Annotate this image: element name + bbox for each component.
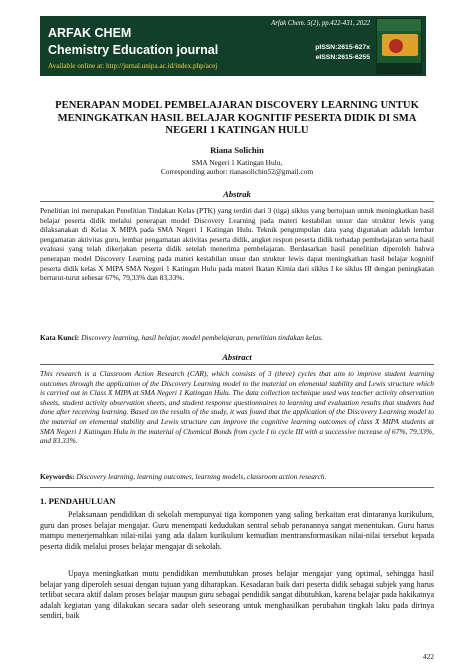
- section-heading-pendahuluan: 1. PENDAHULUAN: [40, 496, 116, 506]
- journal-full-name: Chemistry Education journal: [48, 43, 219, 57]
- author-affiliation: SMA Negeri 1 Katingan Hulu,: [191, 158, 283, 167]
- keywords-bottom-rule: [40, 487, 434, 488]
- citation-line: Arfak Chem. 5(2), pp.422-431, 2022: [271, 20, 370, 27]
- journal-name: ARFAK CHEM: [48, 26, 132, 40]
- eissn: eISSN:2615-6255: [315, 54, 370, 61]
- corresponding-author: Corresponding author: rianasolichin52@gmail.com: [160, 167, 314, 176]
- abstract-heading: Abstract: [222, 352, 252, 362]
- kata-kunci-line: Kata Kunci: Discovery learning, hasil belajar, model pembelajaran, penelitian tindakan kelas.: [40, 333, 323, 342]
- body-paragraph-2: Upaya meningkatkan mutu pendidikan membutuhkan proses belajar mengajar yang optimal, sehingga hasil belajar yang diperoleh sesuai dengan tujuan yang diharapkan. Kesadaran baik dari peserta didik sebagai subjek yang harus terlibat secara aktif dalam proses belajar maupun guru sebagai pendidik sangat dibutuhkan, karena belajar pada hakikatnya adalah kegiatan yang dilakukan secara sadar oleh seseorang untuk menghasilkan perubahan tingkah laku pada dirinya sendiri, baik: [40, 569, 434, 621]
- abstrak-text: Penelitian ini merupakan Penelitian Tindakan Kelas (PTK) yang terdiri dari 3 (tiga) siklus yang bertujuan untuk meningkatkan hasil belajar peserta didik melalui penerapan model Discovery Learning pada materi kestabilan unsur dan struktur lewis yang dilaksanakan di Kelas X MIPA pada SMA Negeri 1 Katingan Hulu. Teknik pengumpulan data yang digunakan adalah lembar pengamatan aktivitas guru, lembar pengamatan aktivitas peserta didik, angket respon peserta didik terhadap pembelajaran serta hasil evaluasi yang telah dikerjakan peserta didik setelah menerima pembelajaran. Berdasarkan hasil penelitian diperoleh bahwa penerapan model Discovery Learning pada materi kestabilan unsur dan struktur lewis dapat meningkatkan hasil belajar kognitif peserta didik kelas X MIPA SMA Negeri 1 Katingan Hulu pada materi Ikatan Kimia dari siklus I ke siklus III dengan peningkatan berturut-turut sebesar 67%, 79,33% dan 83,33%.: [40, 206, 434, 283]
- abstrak-top-rule: [40, 201, 434, 202]
- author-name: Riana Solichin: [210, 145, 264, 155]
- abstrak-heading: Abstrak: [223, 189, 251, 199]
- journal-url-link[interactable]: Available online at: http://jurnal.unipa.ac.id/index.php/acej: [48, 62, 218, 70]
- kata-kunci-value: Discovery learning, hasil belajar, model pembelajaran, penelitian tindakan kelas.: [81, 333, 323, 342]
- article-title: PENERAPAN MODEL PEMBELAJARAN DISCOVERY LEARNING UNTUK MENINGKATKAN HASIL BELAJAR KOGNITIF PESERTA DIDIK DI SMA NEGERI 1 KATINGAN HULU: [55, 100, 419, 136]
- keywords-line: Keywords: Discovery learning, learning outcomes, learning models, classroom action research.: [40, 472, 327, 481]
- abstract-text: This research is a Classroom Action Research (CAR), which consists of 3 (three) cycles that aim to improve student learning outcomes through the application of the Discovery Learning model to the material on elemental stability and Lewis structure which is carried out in Class X MIPA at SMA Negeri 1 Katingan Hulu. The data collection technique used was teacher activity observation sheets, student activity observation sheets, and student response questionnaires to learning and evaluation results that students had done after receiving learning. Based on the results of the study, it was found that the application of the Discovery Learning model to the material on elemental stability and Lewis structure can improve the cognitive learning outcomes of class X MIPA students at SMA Negeri 1 Katingan Hulu in the material of Chemical Bonds from cycle I to cycle III with a successive increase of 67%, 79.33%, and 83.33%.: [40, 369, 434, 446]
- page-number: 422: [422, 652, 434, 661]
- keywords-label: Keywords: [40, 472, 73, 481]
- body-paragraph-1: Pelaksanaan pendidikan di sekolah mempunyai tiga komponen yang saling berkaitan erat dintaranya kurikulum, guru dan proses belajar mengajar. Guru menempati kedudukan sentral sebab peranannya sangat menentukan. Guru harus mampu menerjemahkan nilai-nilai yang ada dalam kurikulum kemudian mentransformasikan nilai-nilai tersebut kepada peserta didik melalui proses belajar mengajar di sekolah.: [40, 510, 434, 551]
- kata-kunci-label: Kata Kunci: [40, 333, 77, 342]
- keywords-value: Discovery learning, learning outcomes, learning models, classroom action research.: [76, 472, 327, 481]
- journal-cover-thumbnail: [376, 18, 422, 74]
- abstract-top-rule: [40, 364, 434, 365]
- journal-header-banner: [40, 16, 426, 76]
- pissn: pISSN:2615-627x: [315, 44, 370, 51]
